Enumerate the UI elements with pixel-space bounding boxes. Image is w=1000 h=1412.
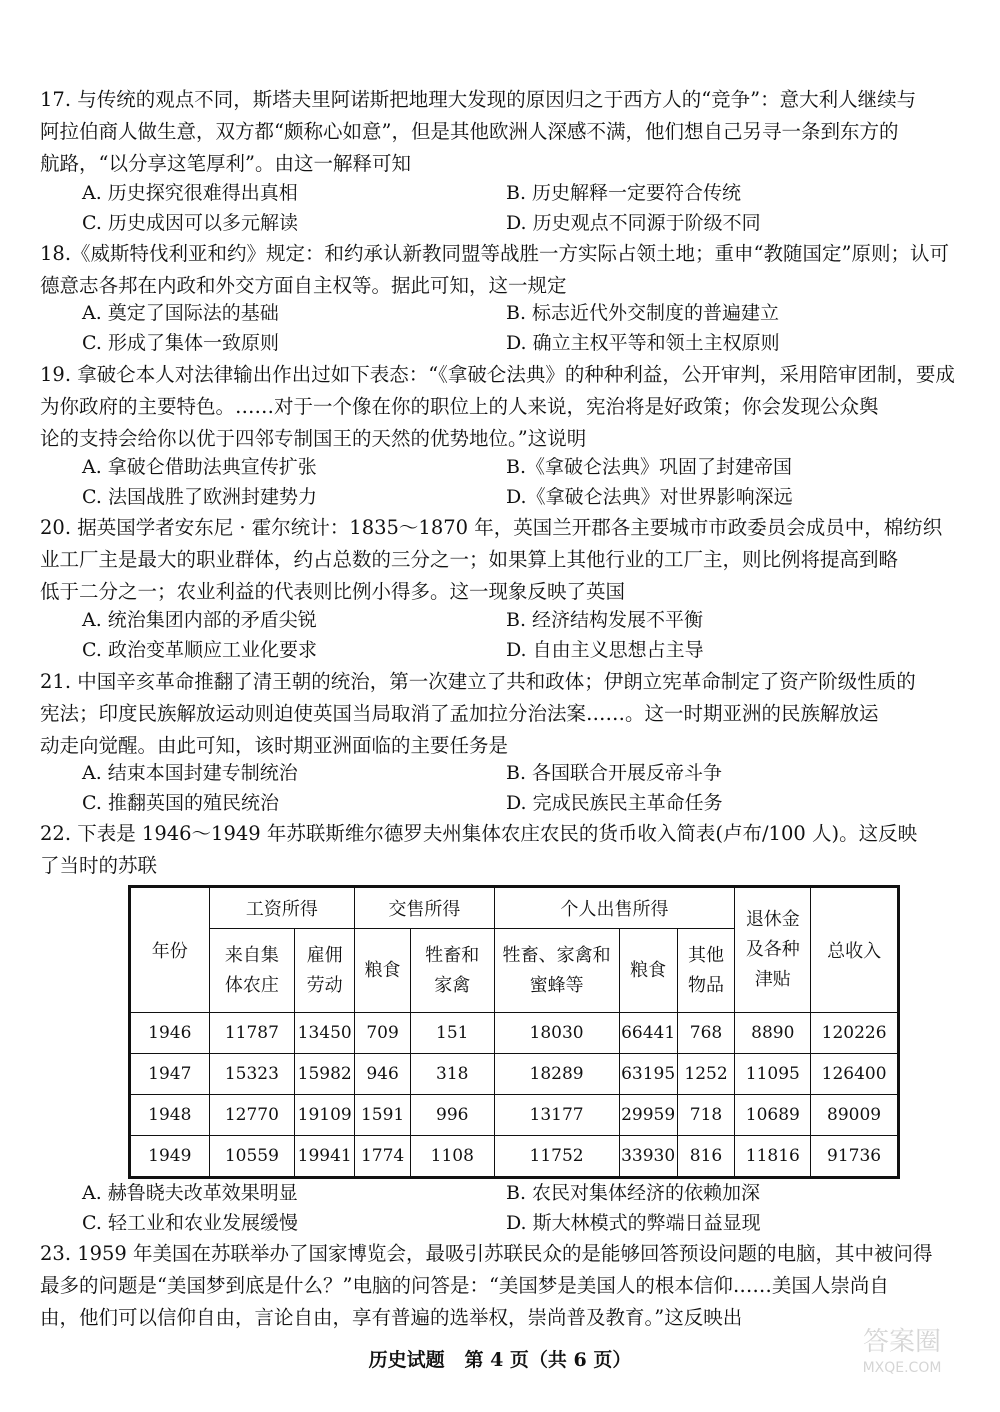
table-header-wage: 工资所得 (209, 887, 355, 929)
table-cell: 29959 (619, 1095, 677, 1136)
table-cell: 1108 (411, 1136, 495, 1178)
question-17-line-2: 阿拉伯商人做生意，双方都“颇称心如意”，但是其他欧洲人深感不满，他们想自己另寻一条到东方的 (40, 120, 899, 143)
question-17 (40, 84, 960, 180)
table-cell: 1947 (130, 1054, 210, 1095)
option-18-a[interactable]: A. 奠定了国际法的基础 (82, 302, 279, 324)
option-21-c[interactable]: C. 推翻英国的殖民统治 (82, 792, 279, 814)
question-23-line-2: 最多的问题是“美国梦到底是什么？”电脑的问答是：“美国梦是美国人的根本信仰……美国人崇尚自 (40, 1274, 889, 1297)
table-header-pension: 退休金及各种津贴 (735, 887, 811, 1013)
option-21-a[interactable]: A. 结束本国封建专制统治 (82, 762, 298, 784)
table-cell: 11787 (209, 1013, 295, 1054)
table-subheader-farm: 来自集体农庄 (209, 929, 295, 1013)
option-17-a[interactable]: A. 历史探究很难得出真相 (82, 182, 298, 204)
watermark-logo-icon (852, 1318, 952, 1378)
question-23-line-1: 23. 1959 年美国在苏联举办了国家博览会，最吸引苏联民众的是能够回答预设问题的电脑，其中被问得 (40, 1242, 933, 1265)
table-header-year: 年份 (130, 887, 210, 1013)
option-21-d[interactable]: D. 完成民族民主革命任务 (506, 792, 723, 814)
watermark-url: MXQE.COM (862, 1360, 942, 1376)
table-subheader-hire: 雇佣劳动 (295, 929, 355, 1013)
option-20-d[interactable]: D. 自由主义思想占主导 (506, 639, 704, 661)
table-cell: 10559 (209, 1136, 295, 1178)
option-17-b[interactable]: B. 历史解释一定要符合传统 (506, 182, 742, 204)
option-20-a[interactable]: A. 统治集团内部的矛盾尖锐 (82, 609, 317, 631)
table-header-personal: 个人出售所得 (494, 887, 735, 929)
option-18-b[interactable]: B. 标志近代外交制度的普遍建立 (506, 302, 780, 324)
table-cell: 1252 (677, 1054, 735, 1095)
table-cell: 18030 (494, 1013, 619, 1054)
question-20-options (40, 605, 960, 665)
table-cell: 63195 (619, 1054, 677, 1095)
table-cell: 91736 (811, 1136, 899, 1178)
question-23-line-3: 由，他们可以信仰自由，言论自由，享有普遍的选举权，崇尚普及教育。”这反映出 (40, 1306, 743, 1329)
table-cell: 15323 (209, 1054, 295, 1095)
table-cell: 1946 (130, 1013, 210, 1054)
table-cell: 13450 (295, 1013, 355, 1054)
table-cell: 996 (411, 1095, 495, 1136)
question-20 (40, 512, 960, 608)
question-23 (40, 1238, 960, 1334)
table-row (130, 1013, 899, 1054)
table-cell: 11095 (735, 1054, 811, 1095)
table-cell: 33930 (619, 1136, 677, 1178)
option-17-d[interactable]: D. 历史观点不同源于阶级不同 (506, 212, 761, 234)
question-22-options (40, 1178, 960, 1238)
table-cell: 66441 (619, 1013, 677, 1054)
table-cell: 18289 (494, 1054, 619, 1095)
question-17-line-3: 航路，“以分享这笔厚利”。由这一解释可知 (40, 152, 411, 175)
question-19-options (40, 452, 960, 512)
table-cell: 1591 (355, 1095, 411, 1136)
question-19 (40, 359, 960, 455)
table-cell: 15982 (295, 1054, 355, 1095)
table-cell: 89009 (811, 1095, 899, 1136)
question-22 (40, 818, 960, 882)
option-20-b[interactable]: B. 经济结构发展不平衡 (506, 609, 704, 631)
table-cell: 1948 (130, 1095, 210, 1136)
question-18-line-1: 18.《威斯特伐利亚和约》规定：和约承认新教同盟等战胜一方实际占领土地；重申“教随国定”原则；认可 (40, 242, 949, 265)
question-19-line-3: 论的支持会给你以优于四邻专制国王的天然的优势地位。”这说明 (40, 427, 587, 450)
page-footer: 历史试题 第 4 页（共 6 页） (368, 1349, 632, 1371)
table-cell: 13177 (494, 1095, 619, 1136)
table-cell: 816 (677, 1136, 735, 1178)
table-cell: 768 (677, 1013, 735, 1054)
table-cell: 8890 (735, 1013, 811, 1054)
table-row (130, 1136, 899, 1178)
table-subheader-grain: 粮食 (355, 929, 411, 1013)
option-22-c[interactable]: C. 轻工业和农业发展缓慢 (82, 1212, 298, 1234)
table-cell: 151 (411, 1013, 495, 1054)
option-18-c[interactable]: C. 形成了集体一致原则 (82, 332, 279, 354)
question-17-line-1: 17. 与传统的观点不同，斯塔夫里阿诺斯把地理大发现的原因归之于西方人的“竞争”：意大利人继续与 (40, 88, 917, 111)
question-22-line-1: 22. 下表是 1946～1949 年苏联斯维尔德罗夫州集体农庄农民的货币收入简表(卢布/100 人)。这反映 (40, 822, 918, 845)
watermark-text: 答案圈 (862, 1327, 942, 1357)
question-17-options (40, 178, 960, 238)
question-18-line-2: 德意志各邦在内政和外交方面自主权等。据此可知，这一规定 (40, 274, 567, 297)
question-19-line-1: 19. 拿破仑本人对法律输出作出过如下表态：“《拿破仑法典》的种种利益，公开审判，采用陪审团制，要成 (40, 363, 955, 386)
table-header-total: 总收入 (811, 887, 899, 1013)
table-cell: 10689 (735, 1095, 811, 1136)
option-21-b[interactable]: B. 各国联合开展反帝斗争 (506, 762, 723, 784)
option-22-b[interactable]: B. 农民对集体经济的依赖加深 (506, 1182, 761, 1204)
question-22-line-2: 了当时的苏联 (40, 854, 158, 877)
option-19-b[interactable]: B.《拿破仑法典》巩固了封建帝国 (506, 456, 793, 478)
table-subheader-animals: 牲畜、家禽和蜜蜂等 (494, 929, 619, 1013)
question-21-line-2: 宪法；印度民族解放运动则迫使英国当局取消了孟加拉分治法案……。这一时期亚洲的民族解放运 (40, 702, 879, 725)
option-22-d[interactable]: D. 斯大林模式的弊端日益显现 (506, 1212, 761, 1234)
option-19-d[interactable]: D.《拿破仑法典》对世界影响深远 (506, 486, 793, 508)
table-cell: 12770 (209, 1095, 295, 1136)
table-cell: 126400 (811, 1054, 899, 1095)
table-cell: 718 (677, 1095, 735, 1136)
option-19-c[interactable]: C. 法国战胜了欧洲封建势力 (82, 486, 317, 508)
table-cell: 946 (355, 1054, 411, 1095)
option-22-a[interactable]: A. 赫鲁晓夫改革效果明显 (82, 1182, 298, 1204)
table-subheader-grain-2: 粮食 (619, 929, 677, 1013)
table-cell: 11752 (494, 1136, 619, 1178)
question-21-line-1: 21. 中国辛亥革命推翻了清王朝的统治，第一次建立了共和政体；伊朗立宪革命制定了资产阶级性质的 (40, 670, 916, 693)
table-header-trade: 交售所得 (355, 887, 494, 929)
question-18-options (40, 298, 960, 358)
option-20-c[interactable]: C. 政治变革顺应工业化要求 (82, 639, 317, 661)
table-row (130, 1054, 899, 1095)
table-cell: 19941 (295, 1136, 355, 1178)
table-cell: 1949 (130, 1136, 210, 1178)
table-cell: 120226 (811, 1013, 899, 1054)
question-18 (40, 238, 960, 302)
table-cell: 11816 (735, 1136, 811, 1178)
table-cell: 318 (411, 1054, 495, 1095)
question-21-options (40, 758, 960, 818)
question-21-line-3: 动走向觉醒。由此可知，该时期亚洲面临的主要任务是 (40, 734, 509, 757)
question-21 (40, 666, 960, 762)
question-20-line-1: 20. 据英国学者安东尼 · 霍尔统计：1835～1870 年，英国兰开郡各主要城市市政委员会成员中，棉纺织 (40, 516, 943, 539)
table-subheader-livestock: 牲畜和家禽 (411, 929, 495, 1013)
table-cell: 1774 (355, 1136, 411, 1178)
table-cell: 19109 (295, 1095, 355, 1136)
option-18-d[interactable]: D. 确立主权平等和领土主权原则 (506, 332, 780, 354)
question-20-line-3: 低于二分之一；农业利益的代表则比例小得多。这一现象反映了英国 (40, 580, 626, 603)
question-20-line-2: 业工厂主是最大的职业群体，约占总数的三分之一；如果算上其他行业的工厂主，则比例将提高到略 (40, 548, 899, 571)
question-19-line-2: 为你政府的主要特色。……对于一个像在你的职位上的人来说，宪治将是好政策；你会发现公众舆 (40, 395, 879, 418)
option-17-c[interactable]: C. 历史成因可以多元解读 (82, 212, 298, 234)
income-table (128, 885, 900, 1179)
table-cell: 709 (355, 1013, 411, 1054)
table-subheader-other: 其他物品 (677, 929, 735, 1013)
option-19-a[interactable]: A. 拿破仑借助法典宣传扩张 (82, 456, 317, 478)
table-row (130, 1095, 899, 1136)
